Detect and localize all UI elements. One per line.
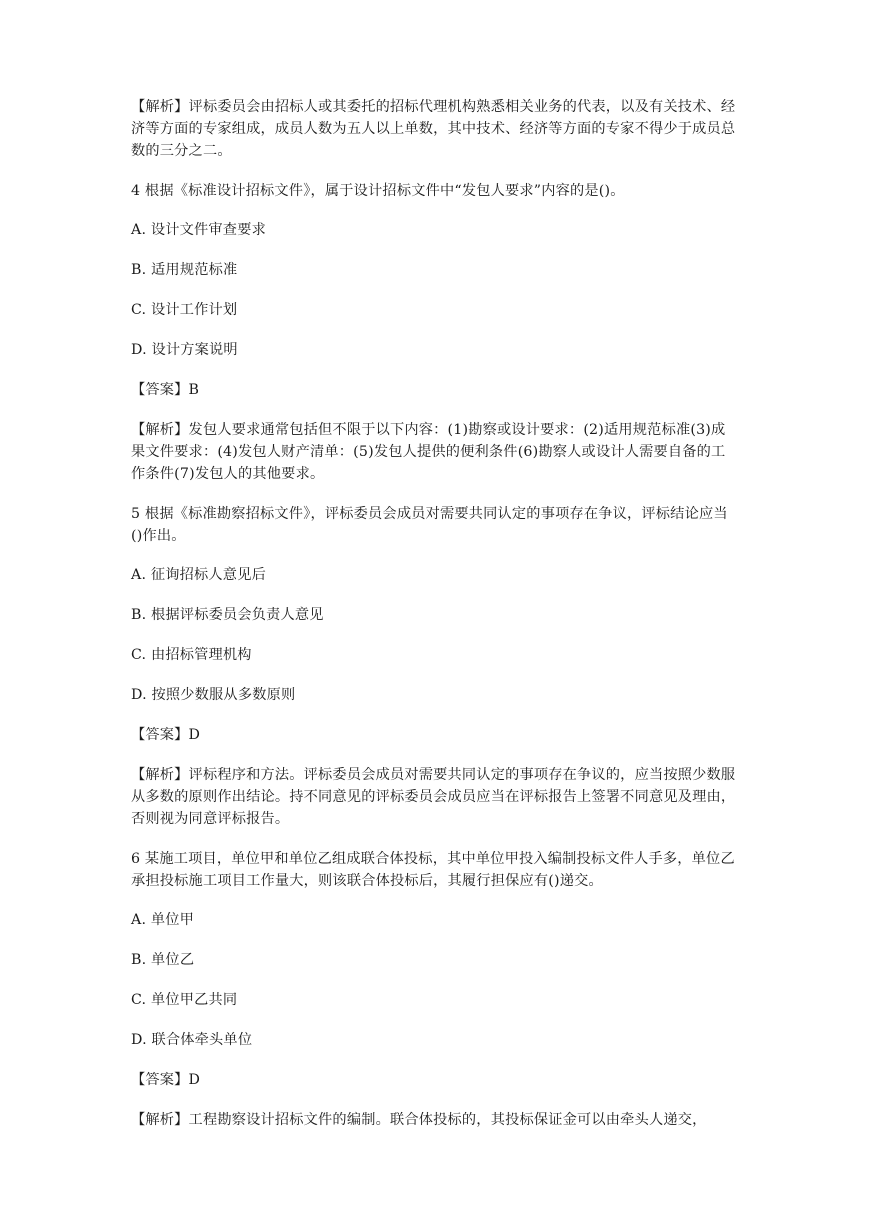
- explanation-paragraph: 【解析】评标委员会由招标人或其委托的招标代理机构熟悉相关业务的代表，以及有关技术、经济等方面的专家组成，成员人数为五人以上单数，其中技术、经济等方面的专家不得少于成员总数的三分之二。: [131, 99, 736, 159]
- question-5: 5 根据《标准勘察招标文件》，评标委员会成员对需要共同认定的事项存在争议，评标结论应当()作出。: [131, 506, 728, 544]
- option-a: A. 单位甲: [131, 912, 195, 928]
- option-a: A. 设计文件审查要求: [131, 222, 266, 238]
- question-6: 6 某施工项目，单位甲和单位乙组成联合体投标，其中单位甲投入编制投标文件人手多，单位乙承担投标施工项目工作量大，则该联合体投标后，其履行担保应有()递交。: [131, 851, 735, 889]
- option-b: B. 根据评标委员会负责人意见: [131, 607, 324, 623]
- option-b: B. 单位乙: [131, 952, 195, 968]
- explanation-paragraph: 【解析】评标程序和方法。评标委员会成员对需要共同认定的事项存在争议的，应当按照少数服从多数的原则作出结论。持不同意见的评标委员会成员应当在评标报告上签署不同意见及理由，否则视为同意评标报告。: [131, 767, 736, 827]
- option-d: D. 联合体牵头单位: [131, 1032, 253, 1048]
- explanation-paragraph: 【解析】发包人要求通常包括但不限于以下内容：(1)勘察或设计要求：(2)适用规范标准(3)成果文件要求：(4)发包人财产清单：(5)发包人提供的便利条件(6)勘察人或设计人需要自备的工作条件(7)发包人的其他要求。: [131, 422, 726, 482]
- answer-line: 【答案】B: [131, 382, 200, 398]
- explanation-paragraph: 【解析】工程勘察设计招标文件的编制。联合体投标的，其投标保证金可以由牵头人递交，: [131, 1112, 707, 1128]
- option-a: A. 征询招标人意见后: [131, 567, 266, 583]
- document-page: [131, 96, 737, 1149]
- option-d: D. 设计方案说明: [131, 342, 238, 358]
- option-c: C. 设计工作计划: [131, 302, 238, 318]
- answer-line: 【答案】D: [131, 727, 201, 743]
- option-c: C. 由招标管理机构: [131, 647, 252, 663]
- answer-line: 【答案】D: [131, 1072, 201, 1088]
- question-4: 4 根据《标准设计招标文件》，属于设计招标文件中“发包人要求”内容的是()。: [131, 183, 625, 199]
- option-c: C. 单位甲乙共同: [131, 992, 238, 1008]
- option-d: D. 按照少数服从多数原则: [131, 687, 296, 703]
- option-b: B. 适用规范标准: [131, 262, 238, 278]
